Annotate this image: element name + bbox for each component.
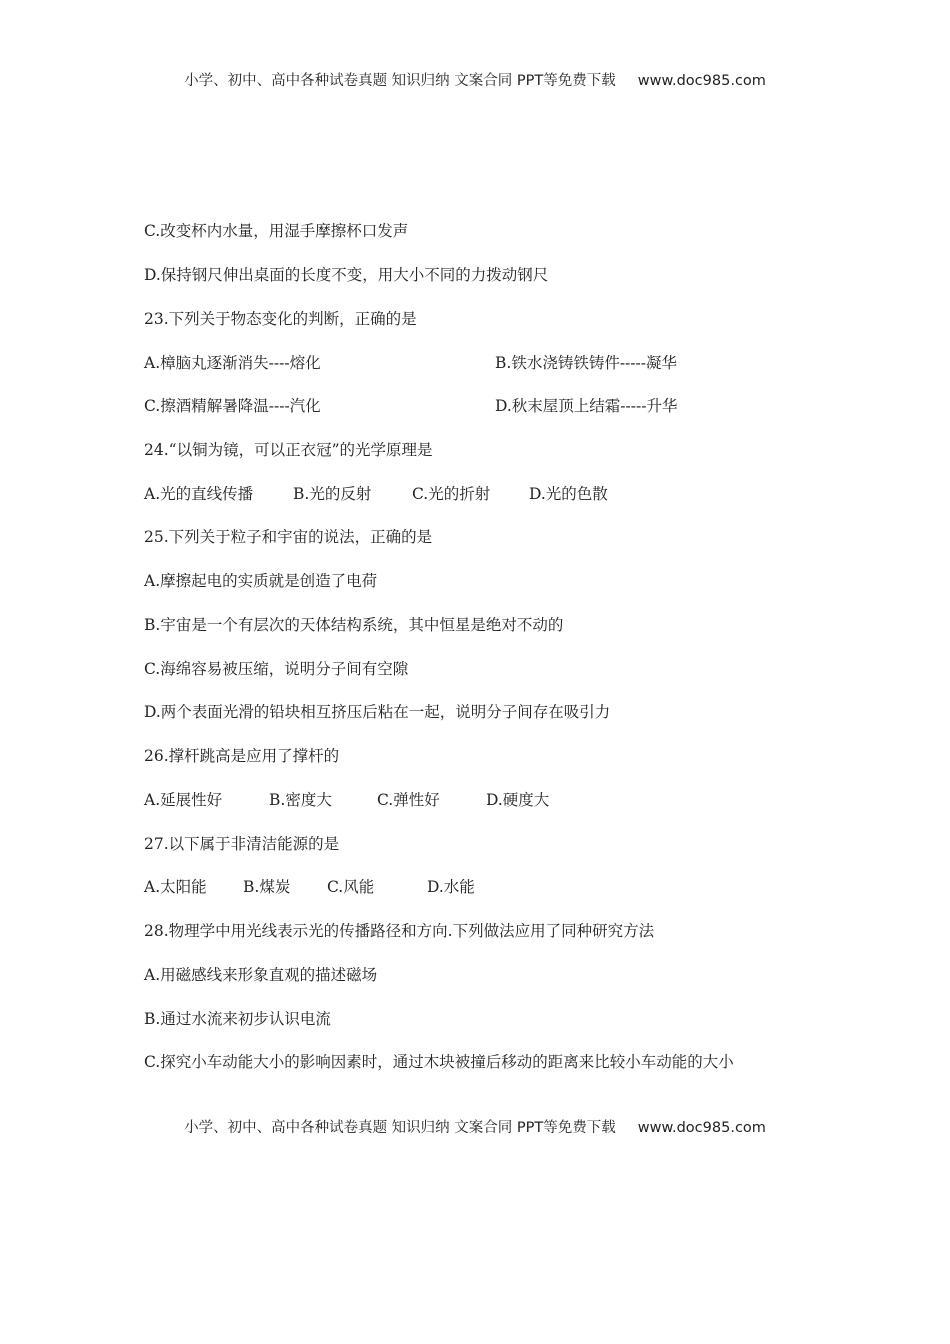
q25-option-a: A.摩擦起电的实质就是创造了电荷 [144, 572, 378, 590]
q26-option-c: C.弹性好 [377, 791, 440, 809]
q25-stem: 25.下列关于粒子和宇宙的说法，正确的是 [144, 528, 433, 546]
q23-options-row-1 [144, 353, 844, 373]
q28-option-b: B.通过水流来初步认识电流 [144, 1010, 331, 1028]
q25-option-c: C.海绵容易被压缩，说明分子间有空隙 [144, 660, 409, 678]
q27-option-b: B.煤炭 [243, 878, 291, 896]
q27-option-a: A.太阳能 [144, 878, 207, 896]
q22-option-c: C.改变杯内水量，用湿手摩擦杯口发声 [144, 222, 409, 240]
q26-option-b: B.密度大 [269, 791, 332, 809]
q28-option-a: A.用磁感线来形象直观的描述磁场 [144, 966, 378, 984]
q24-option-b: B.光的反射 [293, 485, 372, 503]
q24-option-a: A.光的直线传播 [144, 485, 254, 503]
q23-option-d: D.秋末屋顶上结霜-----升华 [495, 397, 678, 415]
page-footer [0, 1116, 950, 1137]
q24-stem: 24.“以铜为镜，可以正衣冠”的光学原理是 [144, 441, 433, 459]
q23-options-row-2 [144, 396, 844, 416]
q26-stem: 26.撑杆跳高是应用了撑杆的 [144, 747, 340, 765]
q25-option-d: D.两个表面光滑的铅块相互挤压后粘在一起，说明分子间存在吸引力 [144, 703, 611, 721]
q27-option-c: C.风能 [327, 878, 375, 896]
q27-options-row [144, 877, 844, 897]
q26-options-row [144, 790, 844, 810]
footer-url-link[interactable]: www.doc985.com [637, 1120, 766, 1136]
q23-option-a: A.樟脑丸逐渐消失----熔化 [144, 354, 321, 372]
q23-option-c: C.擦酒精解暑降温----汽化 [144, 397, 321, 415]
q28-option-c: C.探究小车动能大小的影响因素时，通过木块被撞后移动的距离来比较小车动能的大小 [144, 1053, 734, 1071]
q24-option-d: D.光的色散 [529, 485, 608, 503]
q27-option-d: D.水能 [427, 878, 475, 896]
q26-option-a: A.延展性好 [144, 791, 223, 809]
header-text: 小学、初中、高中各种试卷真题 知识归纳 文案合同 PPT等免费下载 [184, 73, 616, 89]
footer-text: 小学、初中、高中各种试卷真题 知识归纳 文案合同 PPT等免费下载 [184, 1120, 616, 1136]
q28-stem: 28.物理学中用光线表示光的传播路径和方向.下列做法应用了同种研究方法 [144, 922, 655, 940]
q24-option-c: C.光的折射 [412, 485, 491, 503]
q27-stem: 27.以下属于非清洁能源的是 [144, 835, 340, 853]
page-header [0, 69, 950, 90]
q26-option-d: D.硬度大 [486, 791, 550, 809]
q25-option-b: B.宇宙是一个有层次的天体结构系统，其中恒星是绝对不动的 [144, 616, 564, 634]
q23-option-b: B.铁水浇铸铁铸件-----凝华 [495, 354, 678, 372]
q22-option-d: D.保持钢尺伸出桌面的长度不变，用大小不同的力拨动钢尺 [144, 266, 549, 284]
header-url-link[interactable]: www.doc985.com [637, 73, 766, 89]
q24-options-row [144, 484, 844, 504]
q23-stem: 23.下列关于物态变化的判断，正确的是 [144, 310, 417, 328]
